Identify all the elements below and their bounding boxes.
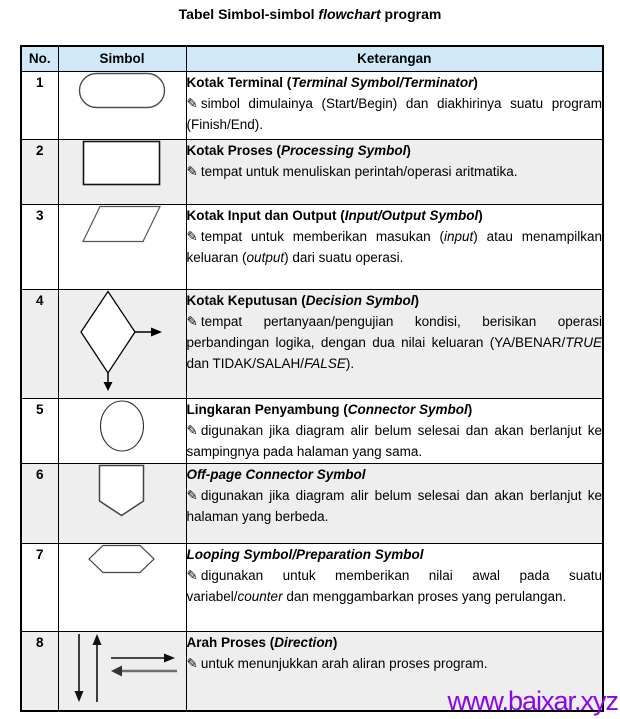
page-title-text-end: program [380,6,442,22]
description-cell [186,464,603,544]
connector-circle-icon [98,399,146,453]
table-header-row [21,46,603,72]
process-rectangle-icon [82,140,162,187]
symbol-cell [58,399,186,464]
row-number: 6 [21,464,58,544]
pen-bullet-icon: ✎ [186,164,198,179]
pen-bullet-icon: ✎ [186,423,198,438]
page-title-text: Tabel Simbol-simbol [178,6,319,22]
symbol-title: Kotak Proses (Processing Symbol) [186,143,411,158]
header-keterangan: Keterangan [186,46,603,72]
watermark-text: www.baixar.xyz [447,686,618,716]
pen-bullet-icon: ✎ [186,656,198,671]
symbol-title: Lingkaran Penyambung (Connector Symbol) [186,402,473,417]
symbol-description: simbol dimulainya (Start/Begin) dan diakhirinya suatu program (Finish/End). [186,96,602,132]
offpage-connector-icon [98,464,146,518]
flowchart-symbols-table [20,45,604,712]
symbol-description: untuk menunjukkan arah aliran proses program. [200,656,488,671]
row-number: 4 [21,290,58,399]
symbol-title: Kotak Terminal (Terminal Symbol/Terminator) [186,75,478,90]
symbol-cell [58,290,186,399]
header-simbol: Simbol [58,46,186,72]
table-row [21,140,603,205]
table-row [21,290,603,399]
symbol-title: Off-page Connector Symbol [186,467,366,482]
table-row [21,544,603,632]
symbol-cell [58,464,186,544]
description-cell: Kotak Keputusan (Decision Symbol) ✎ tempat pertanyaan/pengujian kondisi, berisikan operasi perbandingan logika, dengan dua nilai keluaran (YA/BENAR/TRUE dan TIDAK/SALAH/FALSE). [186,290,603,399]
symbol-cell [58,632,186,712]
table-row [21,205,603,290]
preparation-hexagon-icon [88,544,156,575]
row-number: 2 [21,140,58,205]
row-number: 1 [21,72,58,140]
header-no: No. [21,46,58,72]
table-row [21,464,603,544]
row-number: 7 [21,544,58,632]
flow-direction-arrows-icon [65,632,179,704]
table-row [21,72,603,140]
description-cell: Looping Symbol/Preparation Symbol ✎ digunakan untuk memberikan nilai awal pada suatu variabel/counter dan menggambarkan proses yang perulangan. [186,544,603,632]
terminator-symbol-icon [78,72,166,110]
input-output-parallelogram-icon [82,205,162,244]
symbol-title: Arah Proses (Direction) [186,635,338,650]
decision-diamond-icon [80,290,164,392]
pen-bullet-icon: ✎ [186,568,198,583]
page-title-italic-text: flowchart [318,6,381,22]
symbol-title: Kotak Input dan Output (Input/Output Symbol) [186,208,483,223]
page-title [0,6,620,22]
description-cell [186,72,603,140]
symbol-description: tempat untuk menuliskan perintah/operasi aritmatika. [200,164,518,179]
description-cell [186,399,603,464]
pen-bullet-icon: ✎ [186,96,198,111]
pen-bullet-icon: ✎ [186,229,198,244]
symbol-cell [58,205,186,290]
symbol-description: digunakan jika diagram alir belum selesai dan akan berlanjut ke halaman yang berbeda. [186,488,602,524]
row-number: 8 [21,632,58,712]
row-number: 3 [21,205,58,290]
pen-bullet-icon: ✎ [186,488,198,503]
table-row [21,399,603,464]
description-cell [186,140,603,205]
description-cell: Kotak Input dan Output (Input/Output Symbol) ✎ tempat untuk memberikan masukan (input) atau menampilkan keluaran (output) dari suatu operasi. [186,205,603,290]
symbol-cell [58,140,186,205]
pen-bullet-icon: ✎ [186,314,198,329]
symbol-cell [58,544,186,632]
symbol-title: Looping Symbol/Preparation Symbol [186,547,424,562]
symbol-title: Kotak Keputusan (Decision Symbol) [186,293,420,308]
symbol-description: digunakan jika diagram alir belum selesai dan akan berlanjut ke sampingnya pada halaman yang sama. [186,423,602,459]
row-number: 5 [21,399,58,464]
symbol-cell [58,72,186,140]
